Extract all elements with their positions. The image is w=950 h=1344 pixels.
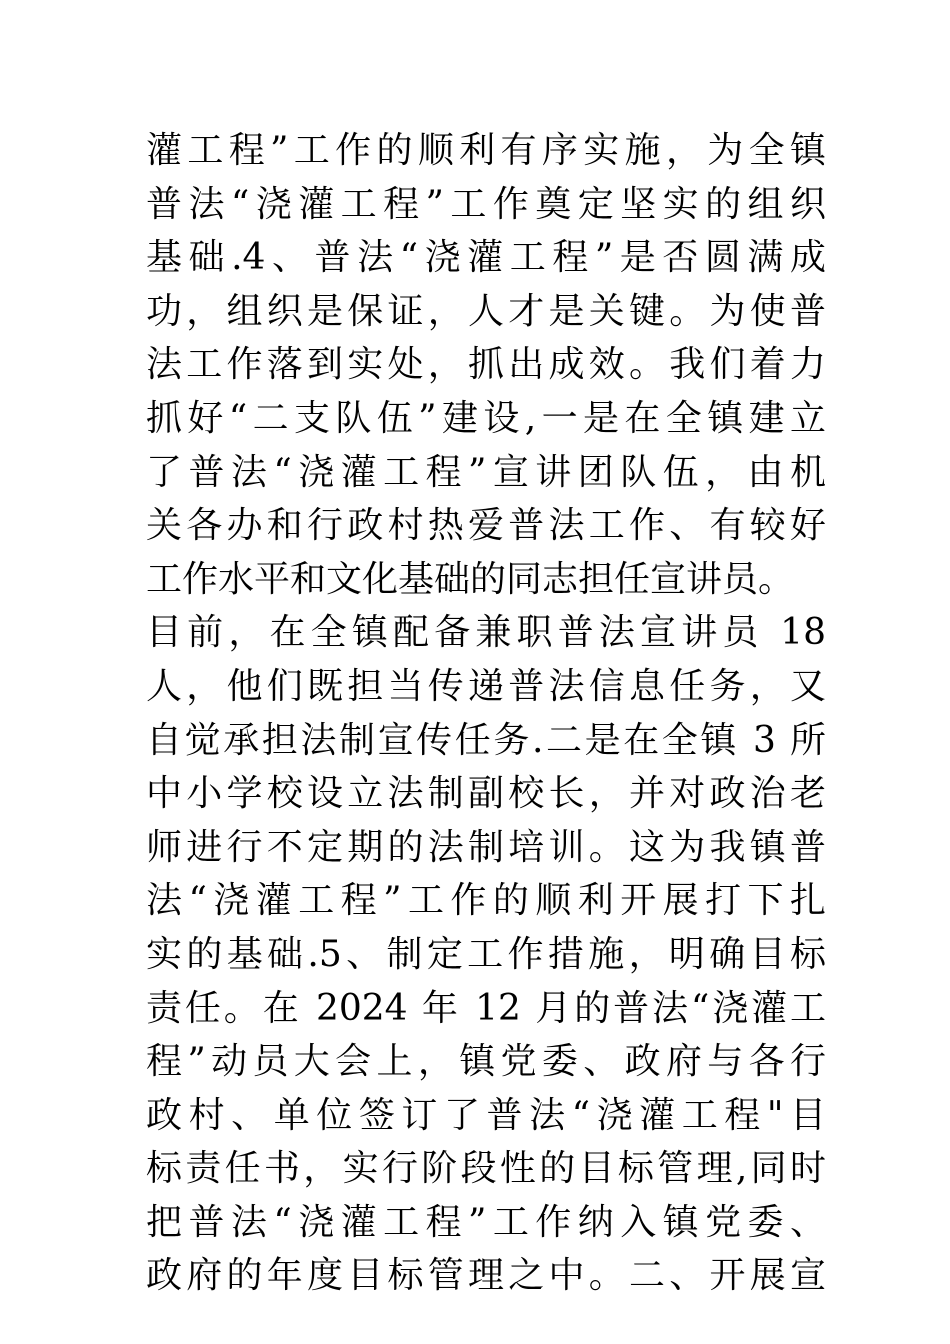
text-line: 功，组织是保证，人才是关键。为使普 [146, 290, 826, 332]
text-line: 责任。在 2024 年 12 月的普法“浇灌工 [146, 987, 826, 1029]
text-line: 抓好“二支队伍”建设,一是在全镇建立 [146, 397, 826, 439]
text-line: 普法“浇灌工程”工作奠定坚实的组织 [146, 183, 826, 225]
text-line: 关各办和行政村热爱普法工作、有较好 [146, 505, 826, 547]
text-line: 灌工程”工作的顺利有序实施，为全镇 [146, 130, 826, 171]
text-line: 师进行不定期的法制培训。这为我镇普 [146, 826, 826, 868]
body-text [146, 124, 826, 1303]
text-line: 工作水平和文化基础的同志担任宣讲员。 [146, 558, 795, 600]
text-line: 中小学校设立法制副校长，并对政治老 [146, 773, 826, 815]
text-line: 了普法“浇灌工程”宣讲团队伍，由机 [146, 451, 826, 493]
text-line: 法工作落到实处，抓出成效。我们着力 [146, 344, 826, 386]
text-line: 法“浇灌工程”工作的顺利开展打下扎 [146, 880, 826, 922]
text-line: 自觉承担法制宣传任务.二是在全镇 3 所 [146, 719, 826, 761]
text-line: 人，他们既担当传递普法信息任务，又 [146, 665, 826, 707]
text-line: 把普法“浇灌工程”工作纳入镇党委、 [146, 1201, 826, 1243]
text-line: 实的基础.5、制定工作措施，明确目标 [146, 933, 826, 975]
text-line: 政府的年度目标管理之中。二、开展宣 [146, 1255, 826, 1297]
text-line: 程”动员大会上，镇党委、政府与各行 [146, 1041, 826, 1083]
text-line: 标责任书，实行阶段性的目标管理,同时 [146, 1148, 826, 1190]
text-line: 基础.4、普法“浇灌工程”是否圆满成 [146, 237, 826, 279]
text-line: 目前，在全镇配备兼职普法宣讲员 18 [146, 612, 826, 654]
text-line: 政村、单位签订了普法“浇灌工程"目 [146, 1094, 826, 1136]
